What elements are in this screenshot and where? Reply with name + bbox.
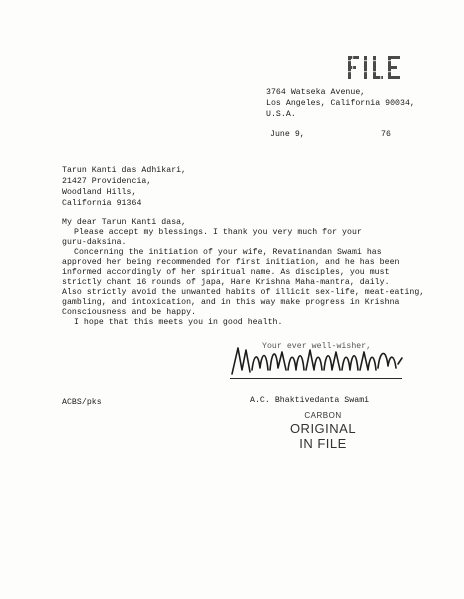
file-stamp [346,54,410,80]
stamp-carbon-line-3: IN FILE [299,436,347,451]
stamp-carbon-line-1: CARBON [304,411,342,420]
address-line-2: Los Angeles, California 90034, [266,99,415,108]
salutation: My dear Tarun Kanti dasa, [62,218,187,227]
body-p2-line-1: Concerning the initiation of your wife, Revatinandan Swami has [74,248,382,257]
carbon-original-stamp [288,411,358,451]
body-p2-line-4: strictly chant 16 rounds of japa, Hare Krishna Maha-mantra, daily. [62,278,390,287]
body-p2-line-3: informed accordingly of her spiritual name. As disciples, you must [62,268,390,277]
signature-name: A.C. Bhaktivedanta Swami [250,396,370,405]
body-p2-line-7: Consciousness and be happy. [62,308,197,317]
stamp-carbon-line-2: ORIGINAL [289,421,357,436]
date-month-day: June 9, [270,130,305,139]
body-p3-line-1: I hope that this meets you in good health. [74,318,283,327]
typist-initials: ACBS/pks [62,398,102,407]
closing-well-wisher: Your ever well-wisher, [262,342,372,351]
signature-underline [230,378,402,379]
date-year: 76 [381,130,391,139]
body-p2-line-6: gambling, and intoxication, and in this way make progress in Krishna [62,298,400,307]
file-stamp-graphic [346,54,410,82]
recipient-city: Woodland Hills, [62,188,137,197]
recipient-name: Tarun Kanti das Adhikari, [62,166,187,175]
body-p1-line-2: guru-daksina. [62,238,127,247]
body-p2-line-5: Also strictly avoid the unwanted habits of illicit sex-life, meat-eating, [62,288,425,297]
handwritten-signature [228,340,406,382]
address-line-1: 3764 Watseka Avenue, [266,88,366,97]
recipient-street: 21427 Providencia, [62,177,152,186]
body-p2-line-2: approved her being recommended for first initiation, and he has been [62,258,400,267]
recipient-state-zip: California 91364 [62,199,142,208]
address-line-3: U.S.A. [266,110,296,119]
body-p1-line-1: Please accept my blessings. I thank you very much for your [74,228,362,237]
